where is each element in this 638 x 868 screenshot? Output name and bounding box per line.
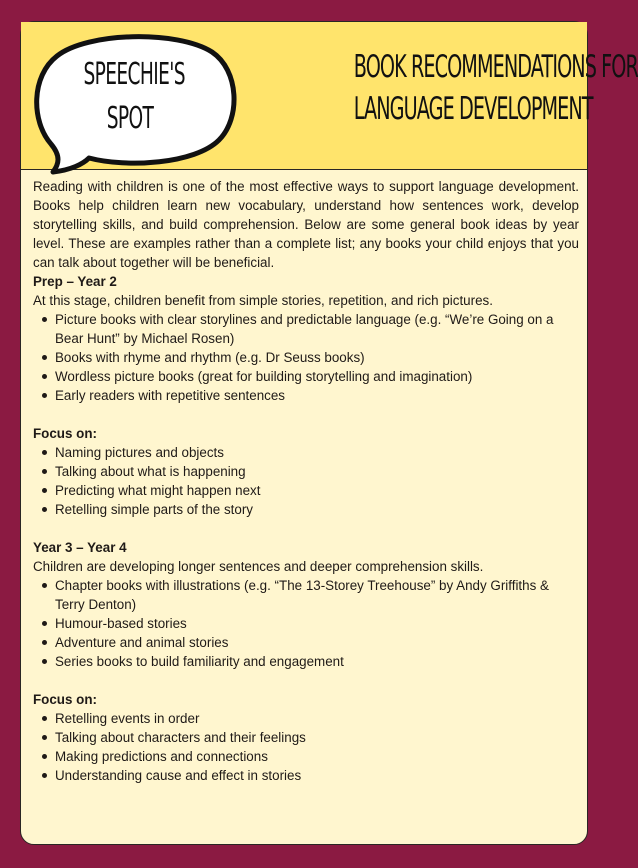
book-list (33, 310, 579, 405)
section-prep-year-2 (33, 272, 579, 519)
focus-heading: Focus on: (33, 426, 97, 441)
list-item: Humour-based stories (55, 614, 579, 633)
book-list (33, 576, 579, 671)
list-item: Adventure and animal stories (55, 633, 579, 652)
list-item: Making predictions and connections (55, 747, 579, 766)
focus-list (33, 443, 579, 519)
list-item: Books with rhyme and rhythm (e.g. Dr Seuss books) (55, 348, 579, 367)
section-heading: Year 3 – Year 4 (33, 540, 127, 555)
section-description: At this stage, children benefit from simple stories, repetition, and rich pictures. (33, 293, 493, 308)
list-item: Wordless picture books (great for building storytelling and imagination) (55, 367, 579, 386)
section-heading: Prep – Year 2 (33, 274, 117, 289)
list-item: Chapter books with illustrations (e.g. “The 13-Storey Treehouse” by Andy Griffiths & Terry Denton) (55, 576, 579, 614)
list-item: Picture books with clear storylines and predictable language (e.g. “We’re Going on a Bear Hunt” by Michael Rosen) (55, 310, 579, 348)
logo-line-1: SPEECHIE'S (83, 57, 185, 92)
list-item: Retelling events in order (55, 709, 579, 728)
list-item: Understanding cause and effect in stories (55, 766, 579, 785)
list-item: Series books to build familiarity and engagement (55, 652, 579, 671)
page-title-line-1: BOOK RECOMMENDATIONS FOR (353, 49, 638, 85)
logo-line-2: SPOT (106, 101, 154, 136)
page-title (353, 46, 638, 130)
document-page (20, 21, 638, 845)
logo-text (83, 53, 185, 141)
focus-list (33, 709, 579, 785)
list-item: Talking about characters and their feelings (55, 728, 579, 747)
page-title-line-2: LANGUAGE DEVELOPMENT (353, 91, 593, 127)
content-body (33, 177, 579, 804)
list-item: Talking about what is happening (55, 462, 579, 481)
list-item: Early readers with repetitive sentences (55, 386, 579, 405)
list-item: Retelling simple parts of the story (55, 500, 579, 519)
intro-paragraph: Reading with children is one of the most effective ways to support language development. Books help children learn new vocabulary, understand how sentences work, develop storytelling skills, and build comprehension. Below are some general book ideas by year level. These are examples rather than a complete list; any books your child enjoys that you can talk about together will be beneficial. (33, 179, 579, 270)
header-banner (21, 22, 638, 170)
speech-bubble-logo (27, 26, 247, 176)
list-item: Naming pictures and objects (55, 443, 579, 462)
list-item: Predicting what might happen next (55, 481, 579, 500)
focus-heading: Focus on: (33, 692, 97, 707)
section-year-3-year-4 (33, 538, 579, 785)
section-description: Children are developing longer sentences and deeper comprehension skills. (33, 559, 484, 574)
